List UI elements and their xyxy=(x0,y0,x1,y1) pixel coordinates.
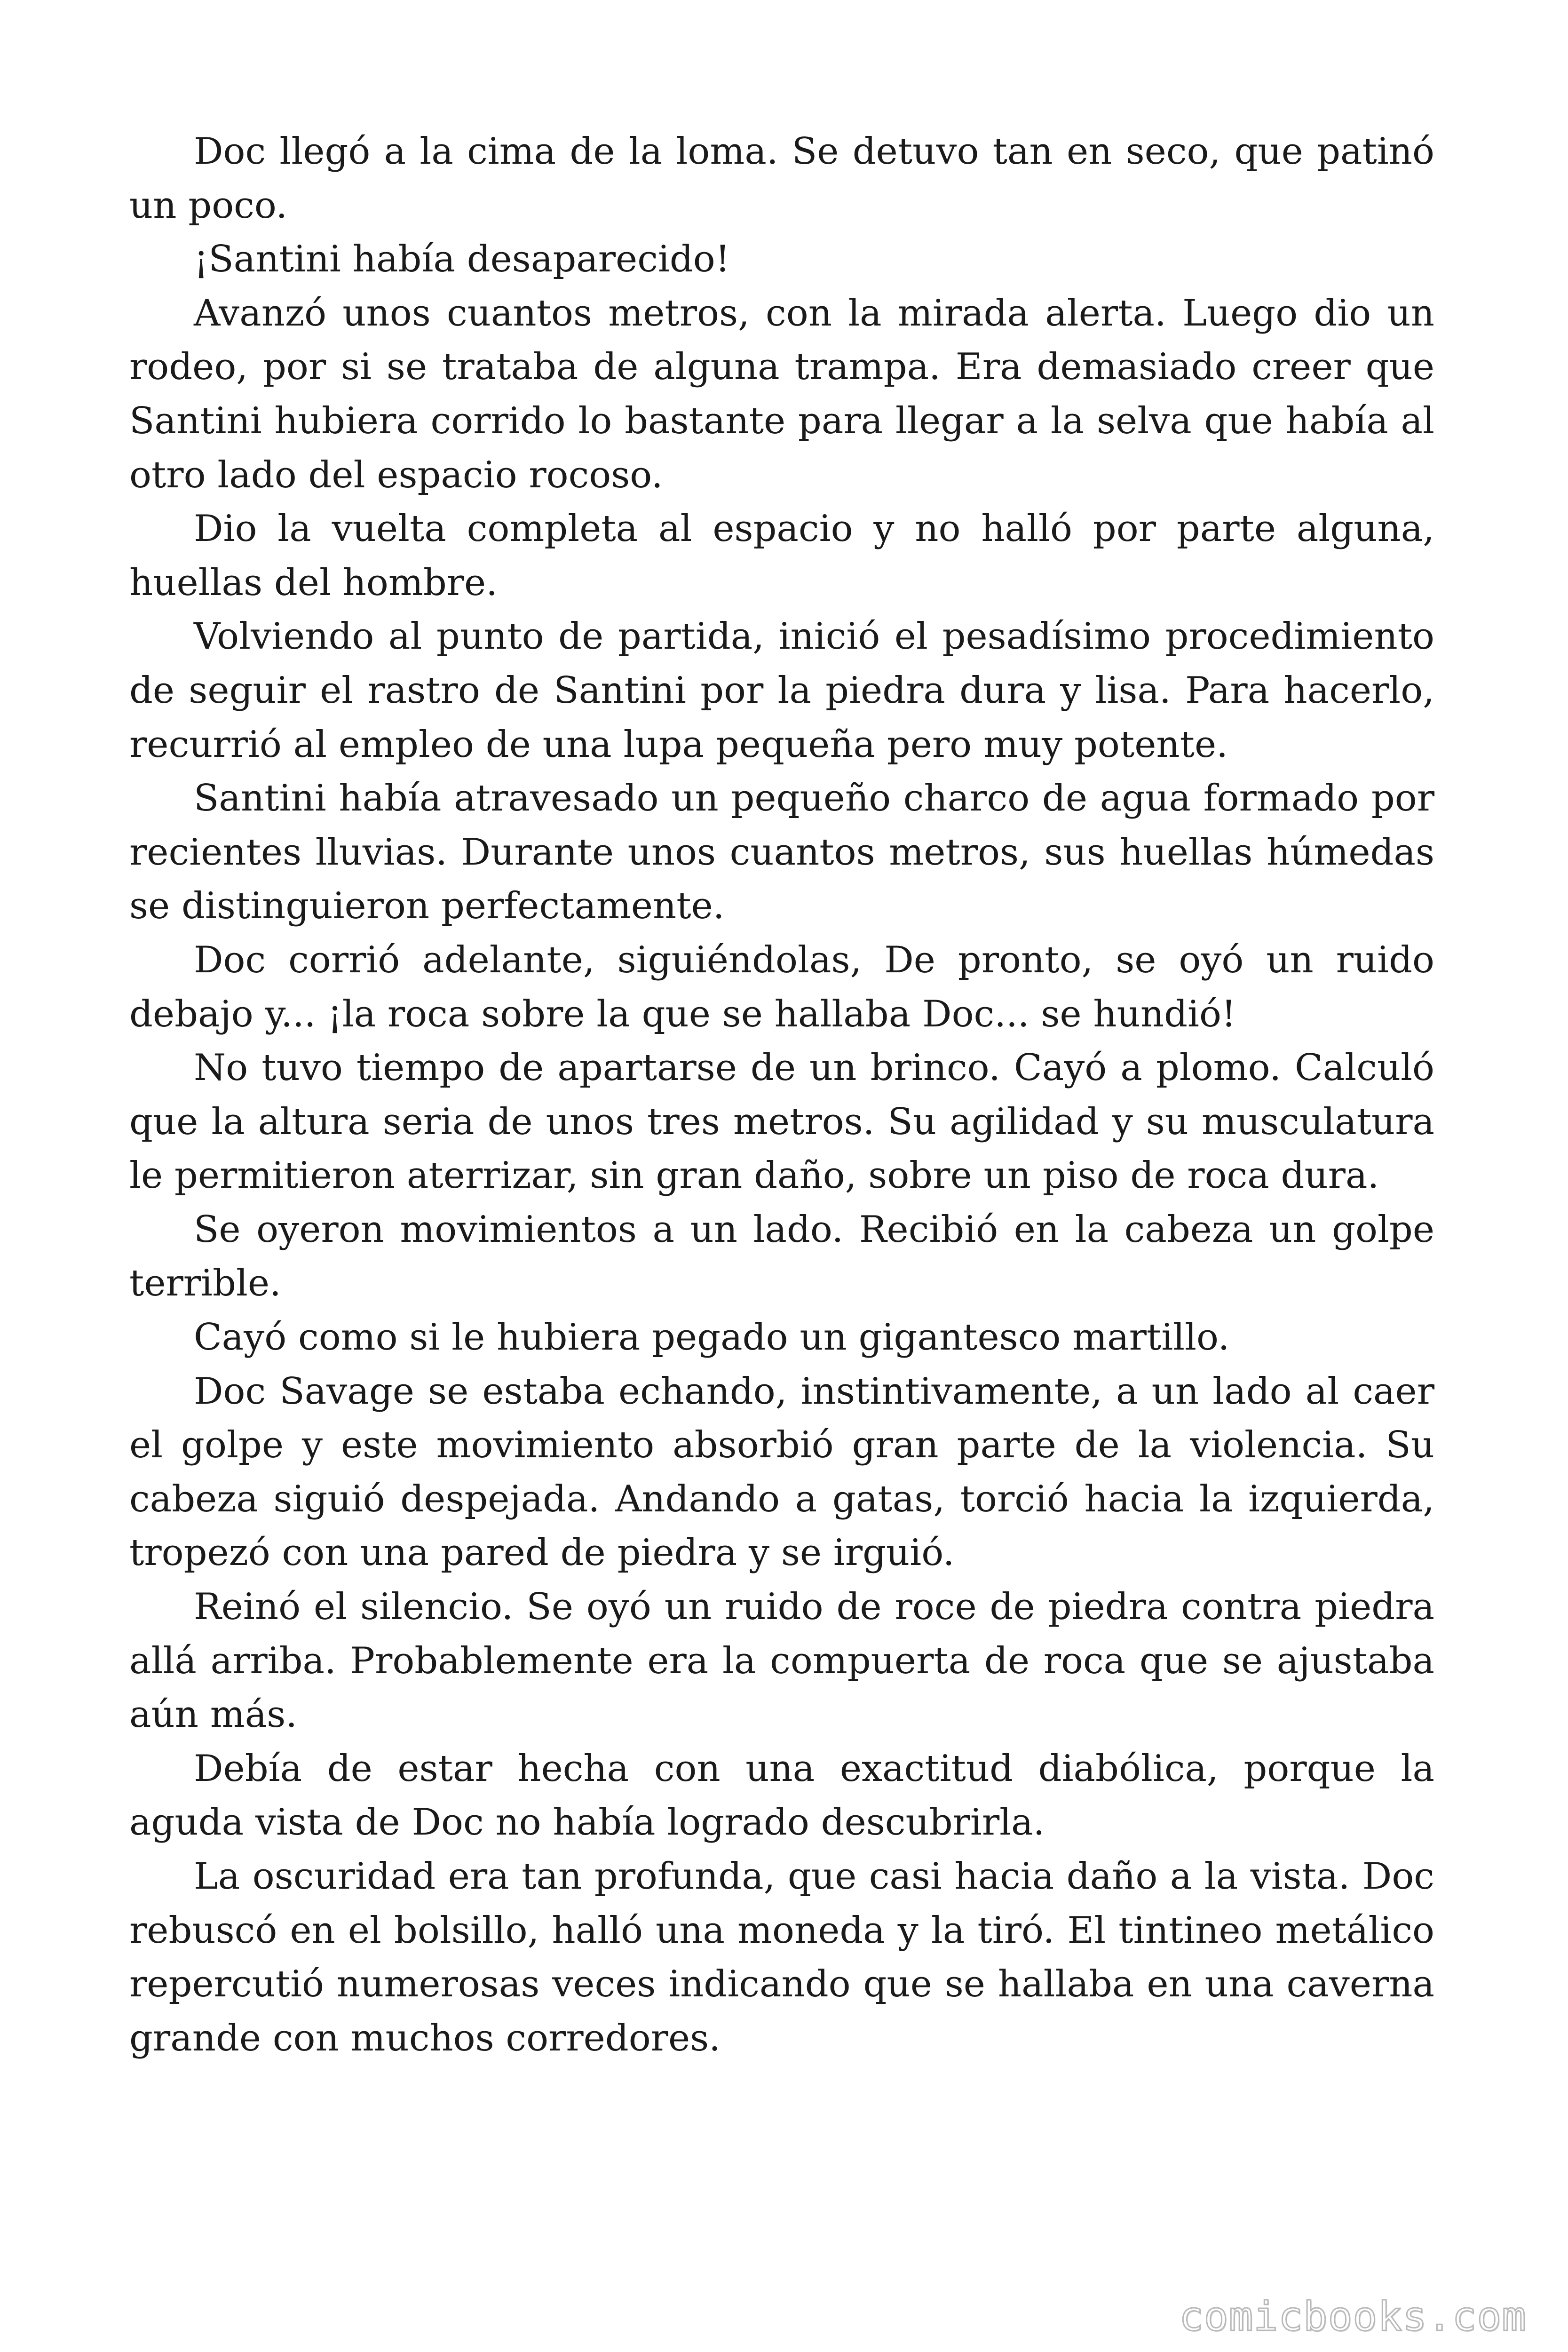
paragraph: ¡Santini había desaparecido! xyxy=(194,238,730,281)
paragraph: Doc llegó a la cima de la loma. Se detuvo tan en seco, que patinó un poco. xyxy=(129,130,1434,227)
paragraph: Reinó el silencio. Se oyó un ruido de roce de piedra contra piedra allá arriba. Probablemente era la compuerta de roca que se ajustaba aún más. xyxy=(129,1586,1434,1736)
paragraph: Santini había atravesado un pequeño charco de agua formado por recientes lluvias. Durante unos cuantos metros, sus huellas húmedas se distinguieron perfectamente. xyxy=(129,777,1434,928)
paragraph: Cayó como si le hubiera pegado un gigantesco martillo. xyxy=(194,1316,1230,1359)
body-text xyxy=(129,125,1434,2065)
paragraph: Volviendo al punto de partida, inició el pesadísimo procedimiento de seguir el rastro de Santini por la piedra dura y lisa. Para hacerlo, recurrió al empleo de una lupa pequeña pero muy potente. xyxy=(129,615,1434,766)
paragraph: Dio la vuelta completa al espacio y no halló por parte alguna, huellas del hombre. xyxy=(129,508,1434,604)
paragraph: Se oyeron movimientos a un lado. Recibió en la cabeza un golpe terrible. xyxy=(129,1208,1434,1305)
paragraph: No tuvo tiempo de apartarse de un brinco. Cayó a plomo. Calculó que la altura seria de unos tres metros. Su agilidad y su musculatura le permitieron aterrizar, sin gran daño, sobre un piso de roca dura. xyxy=(129,1047,1434,1197)
paragraph: La oscuridad era tan profunda, que casi hacia daño a la vista. Doc rebuscó en el bolsillo, halló una moneda y la tiró. El tintineo metálico repercutió numerosas veces indicando que se hallaba en una caverna grande con muchos corredores. xyxy=(129,1855,1434,2059)
paragraph: Avanzó unos cuantos metros, con la mirada alerta. Luego dio un rodeo, por si se trataba de alguna trampa. Era demasiado creer que Santini hubiera corrido lo bastante para llegar a la selva que había al otro lado del espacio rocoso. xyxy=(129,292,1434,496)
paragraph: Doc corrió adelante, siguiéndolas, De pronto, se oyó un ruido debajo y... ¡la roca sobre la que se hallaba Doc... se hundió! xyxy=(129,938,1434,1035)
paragraph: Doc Savage se estaba echando, instintivamente, a un lado al caer el golpe y este movimiento absorbió gran parte de la violencia. Su cabeza siguió despejada. Andando a gatas, torció hacia la izquierda, tropezó con una pared de piedra y se irguió. xyxy=(129,1370,1434,1574)
watermark: comicbooks.com xyxy=(1179,2293,1527,2340)
paragraph: Debía de estar hecha con una exactitud diabólica, porque la aguda vista de Doc no había logrado descubrirla. xyxy=(129,1747,1434,1844)
